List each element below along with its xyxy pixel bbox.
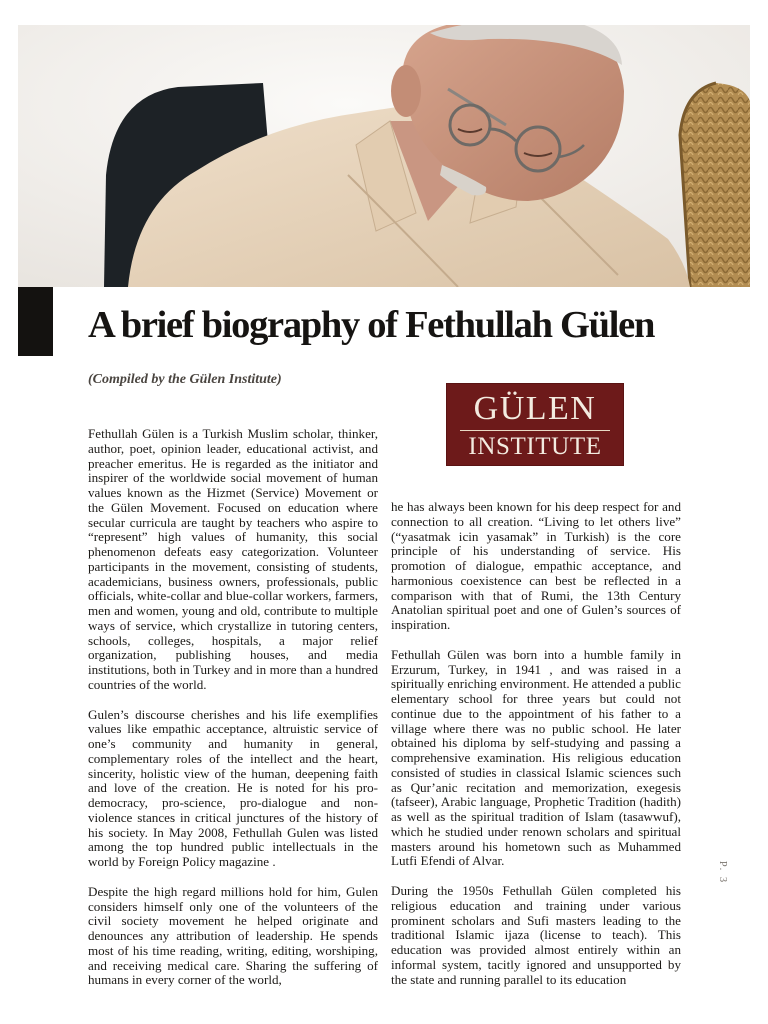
left-column [88,427,378,988]
page-number-text: P. 3 [717,860,729,884]
paragraph: During the 1950s Fethullah Gülen completed his religious education and training under various prominent scholars and Sufi masters leading to the traditional Islamic ijaza (license to teach). This education was provided almost entirely within an informal system, tacitly ignored and unsupported by the state and running parallel to its education [391,883,681,987]
paragraph: Gulen’s discourse cherishes and his life exemplifies values like empathic acceptance, altruistic service of one’s community and humanity in general, complementary roles of the intellect and the heart, sincerity, holistic view of the human, deepening faith and love of the creation. He is noted for his pro-democracy, pro-science, pro-dialogue and non-violence stances in critical junctures of the history of his society. In May 2008, Fethullah Gulen was listed among the top hundred public intellectuals in the world by Foreign Policy magazine . [88,706,378,869]
paragraph: he has always been known for his deep respect for and connection to all creation. “Living to let others live” (“yasatmak icin yasamak” in Turkish) is the core principle of his understanding of service. His promotion of dialogue, empathic acceptance, and harmonious coexistence can best be reflected in a comparison with that of Rumi, the 13th Century Anatolian spiritual poet and one of Gulen’s sources of inspiration. [391,499,681,632]
right-column [391,500,681,987]
logo-line-2: INSTITUTE [468,433,602,460]
gulen-institute-logo [446,383,624,466]
paragraph: Despite the high regard millions hold for him, Gulen considers himself only one of the volunteers of the civil society movement he helped originate and denounces any attribution of leadership. He spends most of his time reading, writing, editing, worshiping, and receiving medical care. Sharing the suffering of humans in every corner of the world, [88,883,378,988]
portrait-photo-icon [18,25,750,287]
paragraph: Fethullah Gülen was born into a humble family in Erzurum, Turkey, in 1941 , and was raised in a spiritually enriching environment. He attended a public elementary school for three years but could not continue due to the appointment of his father to a village where there was no public school. He later obtained his diploma by self-studying and passing a comprehensive examination. His religious education consisted of studies in classical Islamic sciences such as Qur’anic recitation and memorization, exegesis (tafseer), Arabic language, Prophetic Tradition (hadith) as well as the spiritual tradition of Islam (tasawwuf), which he studied under renown scholars and spiritual masters around his hometown such as Muhammed Lutfi Efendi of Alvar. [391,646,681,869]
page-number [715,858,731,886]
decorative-side-bar [18,287,53,356]
logo-divider [460,430,610,431]
article-subtitle: (Compiled by the Gülen Institute) [88,372,282,387]
logo-line-1: GÜLEN [473,390,597,427]
article-title: A brief biography of Fethullah Gülen [88,304,655,346]
paragraph: Fethullah Gülen is a Turkish Muslim scholar, thinker, author, poet, opinion leader, educational activist, and preacher emeritus. He is regarded as the initiator and inspirer of the worldwide social movement of human values known as the Hizmet (Service) Movement or the Gülen Movement. Focused on education where secular curricula are taught by teachers who aspire to “represent” high values of humanity, this social phenomenon defeats easy categorization. Volunteer participants in the movement, consisting of students, academicians, business owners, professionals, public officials, white-collar and blue-collar workers, farmers, men and women, young and old, contribute to multiple ways of service, which crystallize in tutoring centers, schools, colleges, hospitals, a major relief organization, publishing houses, and media institutions, both in Turkey and in more than a hundred countries of the world. [88,426,378,692]
header-photo [18,25,750,287]
